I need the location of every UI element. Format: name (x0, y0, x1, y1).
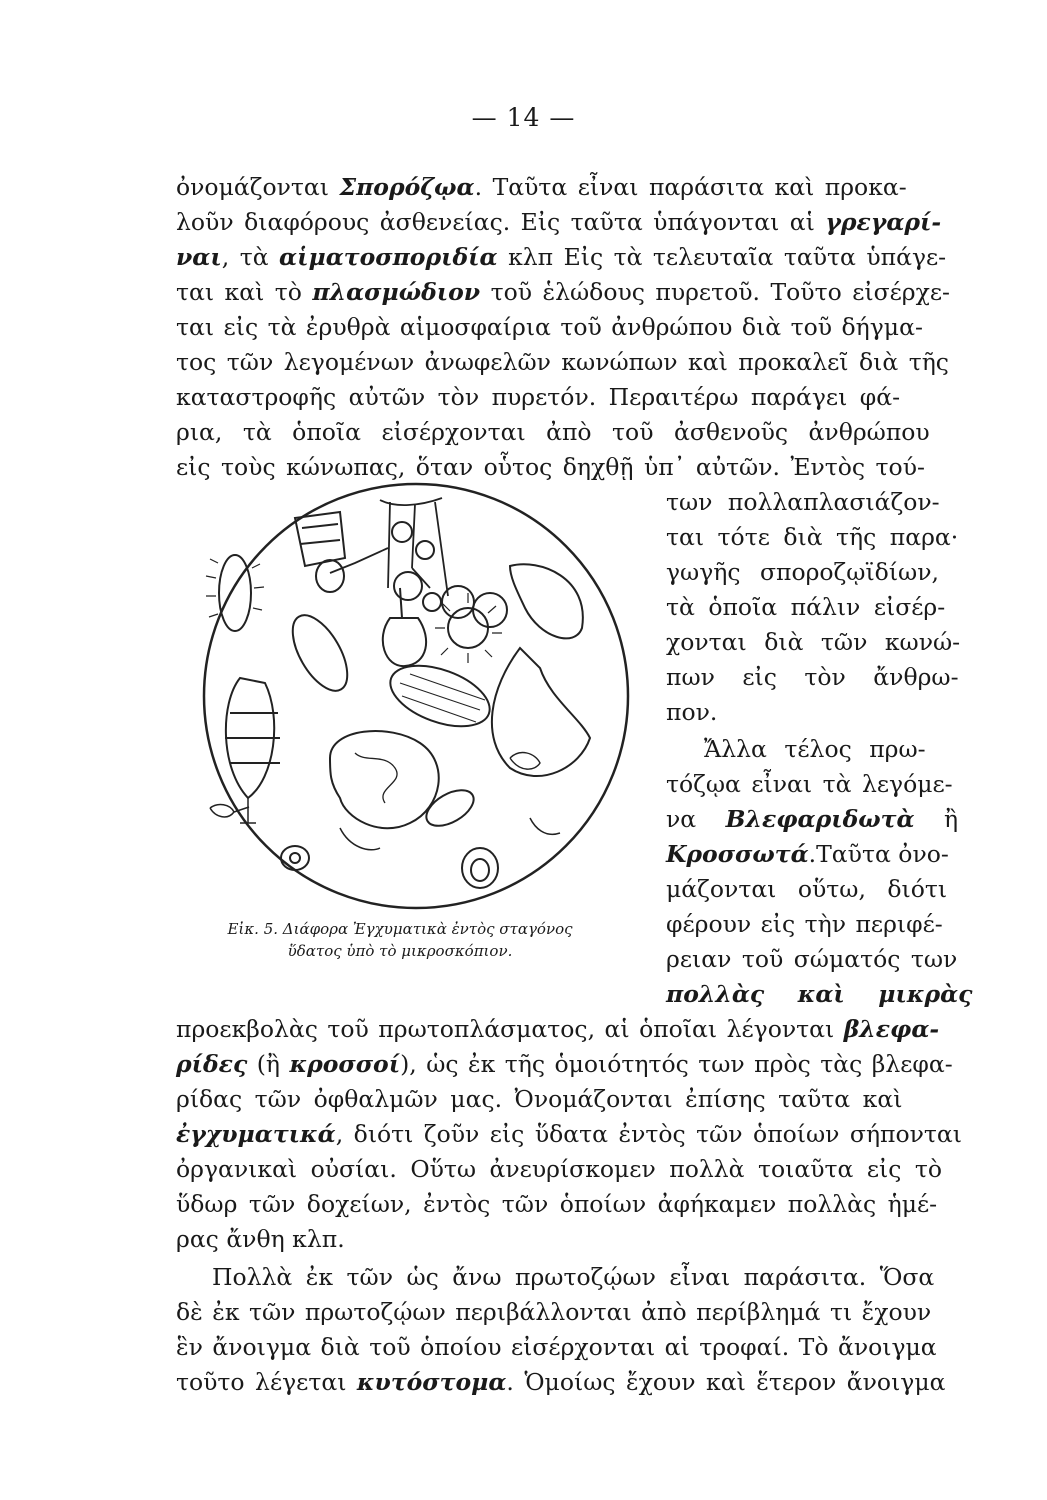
text-line: λοῦν διαφόρους ἀσθενείας. Εἰς ταῦτα ὑπάγονται αἱ γρεγαρί- (176, 208, 942, 236)
text-line: πων εἰς τὸν ἄνθρω- (666, 663, 959, 691)
text-line: ται εἰς τὰ ἐρυθρὰ αἱμοσφαίρια τοῦ ἀνθρώπου διὰ τοῦ δήγμα- (176, 313, 923, 341)
text-line: ρας ἄνθη κλπ. (176, 1225, 345, 1253)
figure-caption-line: Εἰκ. 5. Διάφορα Ἐγχυματικὰ ἐντὸς σταγόνος (227, 920, 573, 938)
microscope-figure (180, 478, 648, 918)
text-line: φέρουν εἰς τὴν περιφέ- (666, 910, 943, 938)
text-line: μάζονται οὕτω, διότι (666, 875, 948, 903)
term-haemosporidia: αἱματοσποριδία (279, 243, 498, 271)
paramecium (420, 783, 479, 833)
text-line: των πολλαπλασιάζον- (666, 488, 940, 516)
block-organism (295, 512, 345, 566)
text-line: καταστροφῆς αὐτῶν τὸν πυρετόν. Περαιτέρω παράγει φά- (176, 383, 901, 411)
text-line: Ἄλλα τέλος πρω- (704, 735, 926, 763)
text-line: ὀνομάζονται Σπορόζῳα. Ταῦτα εἶναι παράσιτα καὶ προκα- (176, 173, 907, 201)
small-cell (290, 853, 300, 863)
text-line: ἓν ἄνοιγμα διὰ τοῦ ὁποίου εἰσέρχονται αἱ τροφαί. Τὸ ἄνοιγμα (176, 1333, 937, 1361)
text-line: τόζῳα εἶναι τὰ λεγόμε- (666, 770, 953, 798)
amoeba-mass (330, 731, 439, 828)
ciliate-left (219, 555, 251, 631)
text-line: ναι, τὰ αἱματοσποριδία κλπ Εἰς τὰ τελευταῖα ταῦτα ὑπάγε- (176, 243, 947, 271)
worm-organism (510, 564, 583, 638)
term-sporozoa: Σπορόζῳα (339, 173, 475, 201)
text-line: ἐγχυματικά, διότι ζοῦν εἰς ὕδατα ἐντὸς τῶν ὁποίων σήπονται (176, 1120, 963, 1148)
stentor (492, 648, 590, 776)
text-line: τος τῶν λεγομένων ἀνωφελῶν κωνώπων καὶ προκαλεῖ διὰ τῆς (176, 348, 949, 376)
term-ciliata: Βλεφαριδωτὰ (725, 805, 915, 833)
zooid-cell (316, 560, 344, 592)
text-line: να Βλεφαριδωτὰ ἢ (666, 805, 959, 833)
term-plasmodium: πλασμώδιον (312, 278, 481, 306)
term-blepharides: βλεφα- (843, 1015, 940, 1043)
text-line: ρίδες (ἢ κροσσοί), ὡς ἐκ τῆς ὁμοιότητός των πρὸς τὰς βλεφα- (176, 1050, 953, 1078)
small-cell (281, 846, 309, 870)
text-line: χονται διὰ τῶν κωνώ- (666, 628, 961, 656)
text-line: Κροσσωτά.Ταῦτα ὀνο- (666, 840, 949, 868)
text-line: ὕδωρ τῶν δοχείων, ἐντὸς τῶν ὁποίων ἀφήκαμεν πολλὰς ἡμέ- (176, 1190, 938, 1218)
text-line: ρειαν τοῦ σώματός των (666, 945, 958, 973)
term-cytostome: κυτόστομα (356, 1368, 507, 1396)
flagellate (210, 805, 249, 817)
zooid-cell (442, 586, 474, 618)
text-line: δὲ ἐκ τῶν πρωτοζῴων περιβάλλονται ἀπὸ περίβλημά τι ἔχουν (176, 1298, 932, 1326)
zooid-cell (423, 593, 441, 611)
zooid-cell (394, 572, 422, 600)
text-line: πολλὰς καὶ μικρὰς (666, 980, 973, 1008)
text-line: ρίδας τῶν ὀφθαλμῶν μας. Ὀνομάζονται ἐπίσης ταῦτα καὶ (176, 1085, 903, 1113)
text-line: ρια, τὰ ὁποῖα εἰσέρχονται ἀπὸ τοῦ ἀσθενοῦς ἀνθρώπου (176, 418, 930, 446)
figure-caption (150, 918, 650, 962)
vorticella-colony (330, 498, 448, 596)
text-line: ται καὶ τὸ πλασμώδιον τοῦ ἑλώδους πυρετοῦ. Τοῦτο εἰσέρχε- (176, 278, 950, 306)
term-krossoi: κροσσοί (289, 1050, 401, 1078)
text-line: εἰς τοὺς κώνωπας, ὅταν οὗτος δηχθῇ ὑπ᾿ αὐτῶν. Ἐντὸς τού- (176, 453, 925, 481)
rotifer (225, 678, 280, 798)
text-line: Πολλὰ ἐκ τῶν ὡς ἄνω πρωτοζῴων εἶναι παράσιτα. Ὅσα (212, 1263, 935, 1291)
term-enchymatika: ἐγχυματικά (176, 1120, 336, 1148)
small-worm (340, 828, 380, 850)
text-line: ὀργανικαὶ οὐσίαι. Οὕτω ἀνευρίσκομεν πολλὰ τοιαῦτα εἰς τὸ (176, 1155, 942, 1183)
text-line: τοῦτο λέγεται κυτόστομα. Ὁμοίως ἔχουν καὶ ἕτερον ἄνοιγμα (176, 1368, 946, 1396)
text-line: τὰ ὁποῖα πάλιν εἰσέρ- (666, 593, 946, 621)
ciliate-oval (282, 607, 359, 700)
text-line: προεκβολὰς τοῦ πρωτοπλάσματος, αἱ ὁποῖαι λέγονται βλεφα- (176, 1015, 940, 1043)
term-krossota: Κροσσωτά (666, 840, 809, 868)
small-cell (471, 859, 489, 881)
text-line: ται τότε διὰ τῆς παρα· (666, 523, 959, 551)
small-worm (530, 818, 560, 834)
text-line: γωγῆς σποροζῳϊδίων, (666, 558, 939, 586)
term-gregarines: γρεγαρί- (825, 208, 942, 236)
zooid-cell (416, 541, 434, 559)
figure-caption-line: ὕδατος ὑπὸ τὸ μικροσκόπιον. (287, 942, 513, 960)
text-line: πον. (666, 698, 718, 726)
zooid-cell (392, 522, 412, 542)
page-number: — 14 — (471, 103, 576, 132)
